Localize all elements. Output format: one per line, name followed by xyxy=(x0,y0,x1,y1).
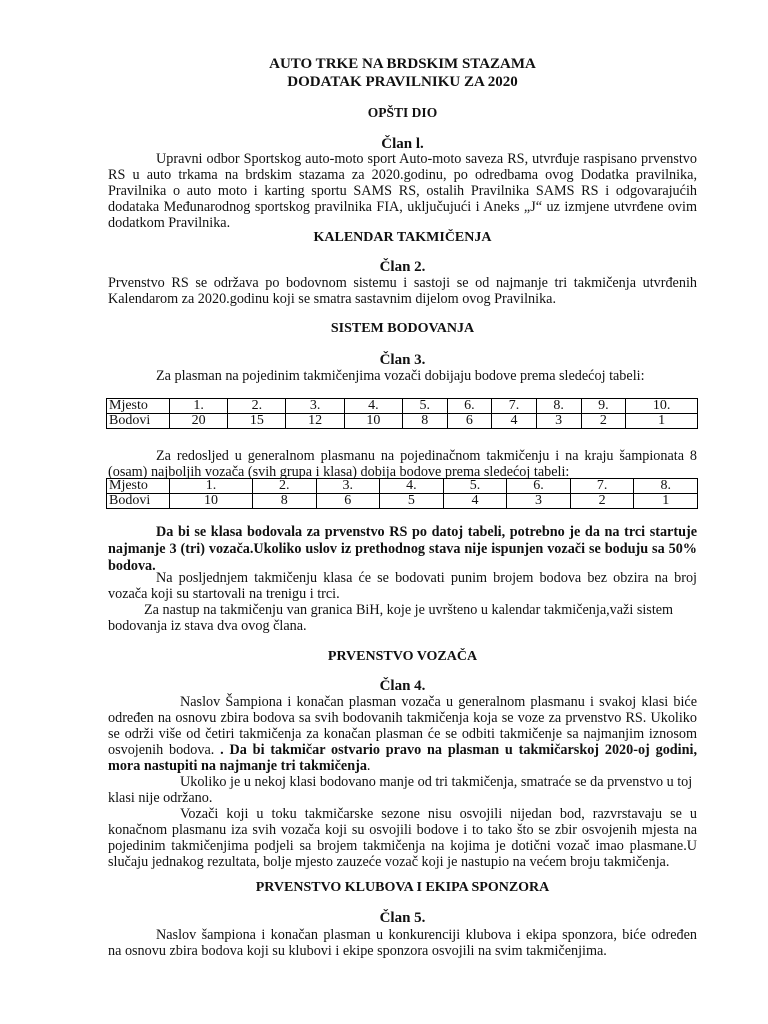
table-cell: 10 xyxy=(344,414,402,429)
table-cell: 8 xyxy=(402,414,447,429)
table-row xyxy=(107,494,698,509)
clan-2-line: Prvenstvo RS se održava po bodovnom sistemu i sastoji se od najmanje tri takmičenja utvrđenih xyxy=(108,275,697,291)
section-prvenstvo-klubova: PRVENSTVO KLUBOVA I EKIPA SPONZORA xyxy=(255,880,550,895)
clan-4-line: klasi nije održano. xyxy=(108,790,213,806)
table-cell: 6 xyxy=(447,414,492,429)
clan-4-bold-text: mora nastupiti na najmanje tri takmičenja xyxy=(108,758,367,774)
clan-4-line: Ukoliko je u nekoj klasi bodovano manje od tri takmičenja, smatraće se da prvenstvo u toj xyxy=(180,774,693,790)
clan-4-line: Vozači koji u toku takmičarske sezone nisu osvojili nijedan bod, razvrstavaju se u xyxy=(180,806,697,822)
table-cell: 4. xyxy=(380,479,444,494)
table-cell: 4 xyxy=(443,494,507,509)
document-title xyxy=(108,55,697,91)
clan-3-bold-paragraph xyxy=(108,524,697,575)
clan-2-text xyxy=(108,275,697,307)
clan-4-text: . xyxy=(366,758,371,774)
clan-1-line: dodataka Međunarodnog sportskog pravilnika FIA, uključujući i Aneks „J“ uz izmjene utvrđene ovim xyxy=(108,199,697,215)
table-cell: 7. xyxy=(570,479,634,494)
clan-5-line: na osnovu zbira bodova koji su klubovi i ekipe sponzora osvojili na svim takmičenjima. xyxy=(108,943,607,959)
points-table-2 xyxy=(106,478,698,509)
table-row xyxy=(107,399,698,414)
table-cell: 7. xyxy=(492,399,537,414)
table-cell: 2 xyxy=(581,414,626,429)
table-cell: 3. xyxy=(316,479,380,494)
clan-4-line: se održi više od četiri takmičenja za konačan plasman će se odbiti takmičenje sa najmanjim iznosom xyxy=(108,726,697,742)
clan-4-line: Naslov Šampiona i konačan plasman vozača u generalnom plasmanu i svakoj klasi biće xyxy=(180,694,697,710)
clan-3-paragraph-4 xyxy=(108,570,697,602)
clan-4-paragraph-3 xyxy=(108,806,697,870)
clan-3-paragraph-2 xyxy=(108,448,697,480)
table-cell: 1. xyxy=(170,479,253,494)
table-cell: 12 xyxy=(286,414,344,429)
table-cell: 6. xyxy=(507,479,571,494)
table-cell-label: Bodovi xyxy=(107,494,170,509)
clan-4-line xyxy=(108,758,697,774)
section-opsti-dio: OPŠTI DIO xyxy=(367,105,438,120)
clan-3-line: (osam) najboljih vozača (svih grupa i klasa) dobija bodove prema sledećoj tabeli: xyxy=(108,464,570,480)
clan-2-heading: Član 2. xyxy=(379,259,426,275)
clan-4-text: osvojenih bodova. xyxy=(108,742,221,758)
table-cell: 8 xyxy=(252,494,316,509)
table-cell: 15 xyxy=(228,414,286,429)
clan-1-line: Upravni odbor Sportskog auto-moto sport Auto-moto saveza RS, utvrđuje raspisano prvenstvo xyxy=(156,151,697,167)
clan-4-line: pojedinim takmičenjima podjeli sa brojem takmičenja na kojima je dotični vozač imao plasmane.U xyxy=(108,838,697,854)
table-cell: 6 xyxy=(316,494,380,509)
title-line-1: AUTO TRKE NA BRDSKIM STAZAMA xyxy=(269,56,536,72)
clan-3-intro: Za plasman na pojedinim takmičenjima vozači dobijaju bodove prema sledećoj tabeli: xyxy=(156,368,645,384)
table-cell: 2. xyxy=(228,399,286,414)
clan-3-bold-line: najmanje 3 (tri) vozača.Ukoliko uslov iz prethodnog stava nije ispunjen vozači se boduju sa 50% xyxy=(108,541,697,557)
table-cell: 2 xyxy=(570,494,634,509)
table-cell: 4 xyxy=(492,414,537,429)
clan-5-heading: Član 5. xyxy=(379,910,426,926)
clan-3-line: vozača koji su startovali na trenigu i trci. xyxy=(108,586,340,602)
section-prvenstvo-vozaca: PRVENSTVO VOZAČA xyxy=(327,649,478,664)
clan-3-bold-line: bodova. xyxy=(108,558,156,574)
table-cell: 5 xyxy=(380,494,444,509)
table-cell: 10. xyxy=(626,399,698,414)
section-sistem-bodovanja: SISTEM BODOVANJA xyxy=(330,321,475,336)
clan-3-line: Za nastup na takmičenju van granica BiH, koje je uvršteno u kalendar takmičenja,važi sistem xyxy=(144,602,674,618)
table-cell: 6. xyxy=(447,399,492,414)
clan-1-line: Pravilnika o auto moto i karting sportu SAMS RS, ostalih Pravilnika SAMS RS i odgovarajućih xyxy=(108,183,697,199)
table-row xyxy=(107,414,698,429)
table-cell: 3 xyxy=(507,494,571,509)
clan-5-line: Naslov šampiona i konačan plasman u konkurenciji klubova i ekipa sponzora, biće određen xyxy=(156,927,697,943)
table-cell: 4. xyxy=(344,399,402,414)
clan-4-line: slučaju jednakog rezultata, bolje mjesto zauzeće vozač koji je nastupio na većem broju takmičenja. xyxy=(108,854,670,870)
table-cell: 3. xyxy=(286,399,344,414)
clan-3-line: bodovanja iz stava dva ovog člana. xyxy=(108,618,307,634)
table-cell: 1 xyxy=(626,414,698,429)
table-cell: 5. xyxy=(443,479,507,494)
table-cell: 5. xyxy=(402,399,447,414)
table-cell: 1 xyxy=(634,494,698,509)
clan-5-text xyxy=(108,927,697,959)
table-cell: 20 xyxy=(170,414,228,429)
clan-3-line: Na posljednjem takmičenju klasa će se bodovati punim brojem bodova bez obzira na broj xyxy=(156,570,697,586)
clan-1-text xyxy=(108,151,697,231)
clan-4-paragraph-2 xyxy=(108,774,697,806)
clan-4-line: određen na osnovu zbira bodova sa svih bodovanih takmičenja koja se voze za prvenstvo RS. Ukoliko xyxy=(108,710,697,726)
clan-3-paragraph-5 xyxy=(108,602,697,634)
table-cell: 2. xyxy=(252,479,316,494)
table-cell-label: Bodovi xyxy=(107,414,170,429)
clan-4-heading: Član 4. xyxy=(379,678,426,694)
table-cell: 8. xyxy=(536,399,581,414)
clan-4-line xyxy=(108,742,697,758)
clan-3-line: Za redoslјed u generalnom plasmanu na pojedinačnom takmičenju i na kraju šampionata 8 xyxy=(156,448,697,464)
table-cell: 1. xyxy=(170,399,228,414)
clan-4-bold-text: . Da bi takmičar ostvario pravo na plasman u takmičarskoj 2020-oj godini, xyxy=(220,742,697,758)
clan-3-bold-line: Da bi se klasa bodovala za prvenstvo RS po datoj tabeli, potrebno je da na trci startuje xyxy=(156,524,697,540)
table-row xyxy=(107,479,698,494)
clan-1-line: RS u auto trkama na brdskim stazama za 2020.godinu, po odredbama ovog Dodatka pravilnika, xyxy=(108,167,697,183)
section-kalendar: KALENDAR TAKMIČENJA xyxy=(313,230,492,245)
clan-4-line: konačnom plasmanu iza svih vozača koji su osvojili bodove i to tako što se zbir osvojenih mjesta na xyxy=(108,822,697,838)
table-cell-label: Mjesto xyxy=(107,399,170,414)
clan-3-heading: Član 3. xyxy=(379,352,426,368)
table-cell-label: Mjesto xyxy=(107,479,170,494)
table-cell: 10 xyxy=(170,494,253,509)
table-cell: 3 xyxy=(536,414,581,429)
clan-1-line: dodatkom Pravilnika. xyxy=(108,215,231,231)
clan-1-heading: Član l. xyxy=(381,136,424,152)
clan-4-paragraph-1 xyxy=(108,694,697,774)
table-cell: 8. xyxy=(634,479,698,494)
points-table-1 xyxy=(106,398,698,429)
table-cell: 9. xyxy=(581,399,626,414)
title-line-2: DODATAK PRAVILNIKU ZA 2020 xyxy=(287,74,518,90)
clan-2-line: Kalendarom za 2020.godinu koji se smatra sastavnim dijelom ovog Pravilnika. xyxy=(108,291,557,307)
